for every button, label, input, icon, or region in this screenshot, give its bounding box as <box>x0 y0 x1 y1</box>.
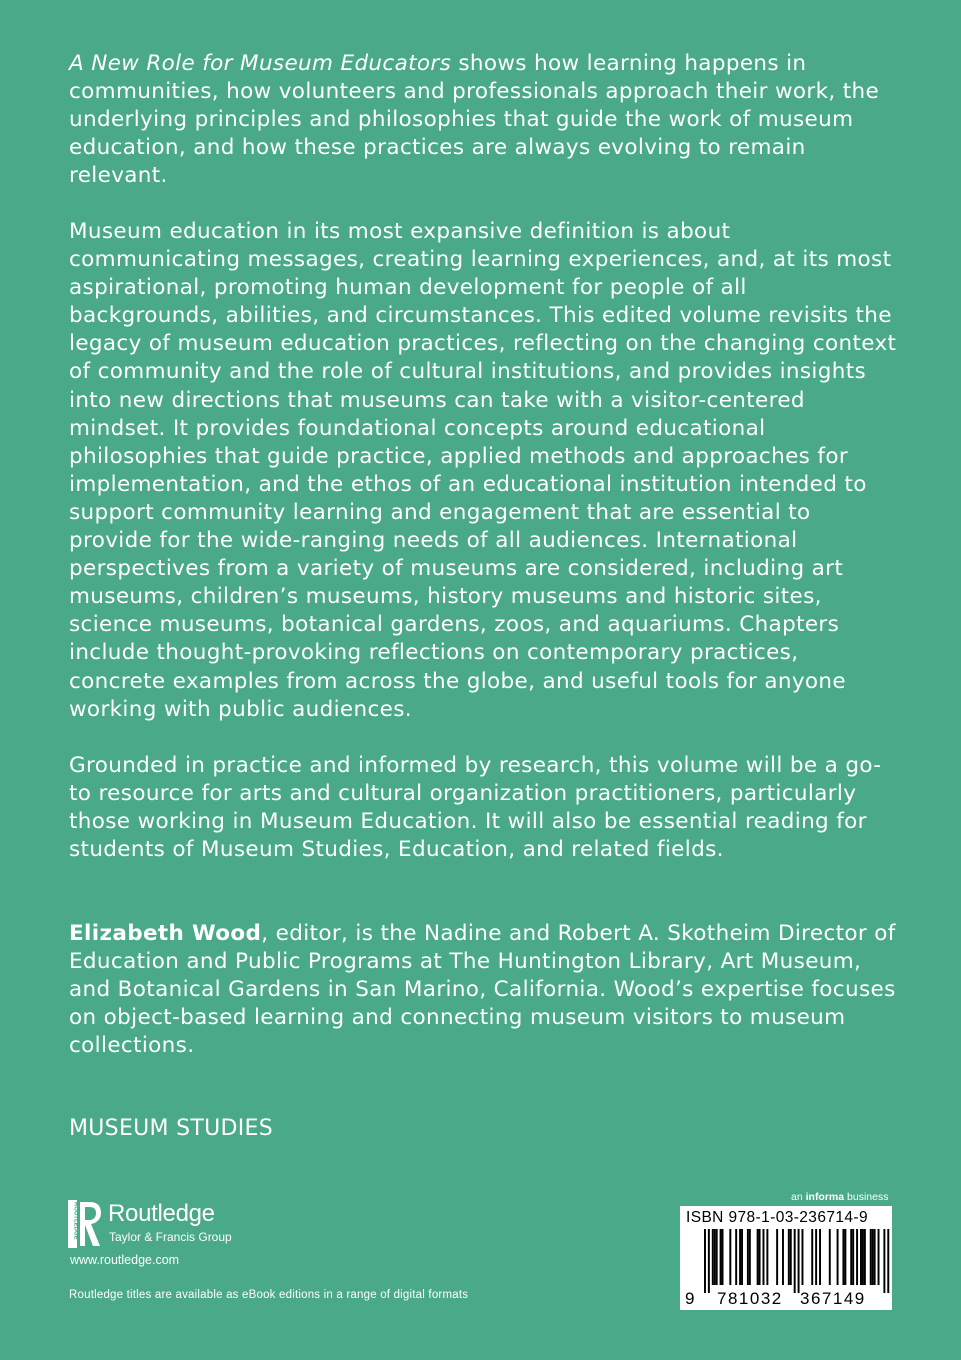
barcode-bar <box>722 1229 724 1285</box>
barcode-digits-right: 367149 <box>800 1289 866 1308</box>
barcode-bar <box>850 1229 852 1285</box>
barcode-digits-left: 781032 <box>717 1289 783 1308</box>
barcode-bar <box>862 1229 864 1285</box>
barcode-bar <box>741 1229 743 1285</box>
informa-brand: informa <box>805 1191 845 1203</box>
blurb-paragraph-2: Museum education in its most expansive definition is about communicating messages, creating learning experiences, and, at its most aspirational, promoting human development for people of all backgrounds, abilities, and circumstances. This edited volume revisits the legacy of museum education practices, reflecting on the changing context of community and the role of cultural institutions, and provides insights into new directions that museums can take with a visitor-centered mindset. It provides foundational concepts around educational philosophies that guide practice, applied methods and approaches for implementation, and the ethos of an educational institution intended to support community learning and engagement that are essential to provide for the wide-ranging needs of all audiences. International perspectives from a variety of museums are considered, including art museums, children’s museums, history museums and historic sites, science museums, botanical gardens, zoos, and aquariums. Chapters include thought-provoking reflections on contemporary practices, concrete examples from across the globe, and useful tools for anyone working with public audiences. <box>69 219 897 722</box>
barcode-bar <box>720 1229 722 1285</box>
barcode-bar <box>712 1229 714 1285</box>
barcode-bar <box>747 1229 749 1285</box>
barcode-bar <box>704 1229 706 1293</box>
author-bio-text: , editor, is the Nadine and Robert A. Skotheim Director of Education and Public Programs at The Huntington Library, Art Museum, and Botanical Gardens in San Marino, California. Wood’s expertise focuses on object-based learning and connecting museum visitors to museum collections. <box>69 921 896 1059</box>
barcode-bar <box>776 1229 778 1285</box>
barcode-bar <box>757 1229 759 1285</box>
logo-spine-text: ROUTLEDGE <box>72 1202 79 1240</box>
barcode-bar <box>860 1229 862 1285</box>
blurb-paragraph-1 <box>69 50 899 190</box>
barcode-bar <box>811 1229 813 1285</box>
author-bio <box>69 920 899 1060</box>
barcode-bar <box>708 1229 710 1293</box>
isbn-label: ISBN 978-1-03-236714-9 <box>686 1209 868 1226</box>
barcode-bar <box>788 1229 790 1285</box>
barcode-digit-first: 9 <box>685 1289 695 1308</box>
barcode-bar <box>887 1229 889 1293</box>
book-title: A New Role for Museum Educators <box>69 51 452 76</box>
barcode-bar <box>739 1229 741 1285</box>
ebook-note: Routledge titles are available as eBook editions in a range of digital formats <box>69 1289 469 1301</box>
barcode-bar <box>872 1229 874 1285</box>
publisher-subtitle: Taylor & Francis Group <box>109 1230 232 1244</box>
barcode-bar <box>852 1229 854 1285</box>
blurb-p1-text: shows how learning happens in communities, how volunteers and professionals approach their work, the underlying principles and philosophies that guide the work of museum education, and how these practices are always evolving to remain relevant. <box>69 51 880 189</box>
barcode-bar <box>815 1229 817 1285</box>
barcode-bar <box>829 1229 831 1285</box>
barcode-bar <box>763 1229 765 1285</box>
isbn-barcode <box>680 1206 892 1310</box>
barcode-bar <box>716 1229 718 1285</box>
barcode-bar <box>782 1229 784 1285</box>
barcode-bar <box>790 1229 792 1285</box>
barcode-bar <box>798 1229 800 1293</box>
barcode-bar <box>874 1229 876 1285</box>
publisher-website[interactable]: www.routledge.com <box>70 1253 180 1267</box>
barcode-bar <box>883 1229 885 1293</box>
barcode-bar <box>766 1229 768 1285</box>
barcode-bar <box>802 1229 804 1285</box>
publisher-logo <box>68 1200 268 1250</box>
routledge-r-icon <box>68 1200 102 1248</box>
barcode-bar <box>837 1229 839 1285</box>
subject-category: MUSEUM STUDIES <box>69 1116 274 1141</box>
publisher-name: Routledge <box>108 1200 215 1227</box>
barcode-bar <box>844 1229 846 1285</box>
barcode-bar <box>856 1229 858 1285</box>
blurb-paragraph-3: Grounded in practice and informed by research, this volume will be a go-to resource for arts and cultural organization practitioners, particularly those working in Museum Education. It will also be essential reading for students of Museum Studies, Education, and related fields. <box>69 753 882 863</box>
barcode-bar <box>842 1229 844 1285</box>
author-name: Elizabeth Wood <box>69 921 262 946</box>
informa-tagline: an informa business <box>791 1191 889 1203</box>
barcode-bar <box>759 1229 761 1285</box>
barcode-bar <box>735 1229 737 1285</box>
barcode-bar <box>870 1229 872 1285</box>
barcode-bar <box>729 1229 731 1285</box>
barcode-bar <box>864 1229 866 1285</box>
barcode-bar <box>878 1229 880 1285</box>
barcode-bar <box>749 1229 751 1285</box>
barcode-bar <box>794 1229 796 1293</box>
barcode-bar <box>819 1229 821 1285</box>
barcode-graphic <box>680 1206 892 1310</box>
barcode-bar <box>714 1229 716 1285</box>
